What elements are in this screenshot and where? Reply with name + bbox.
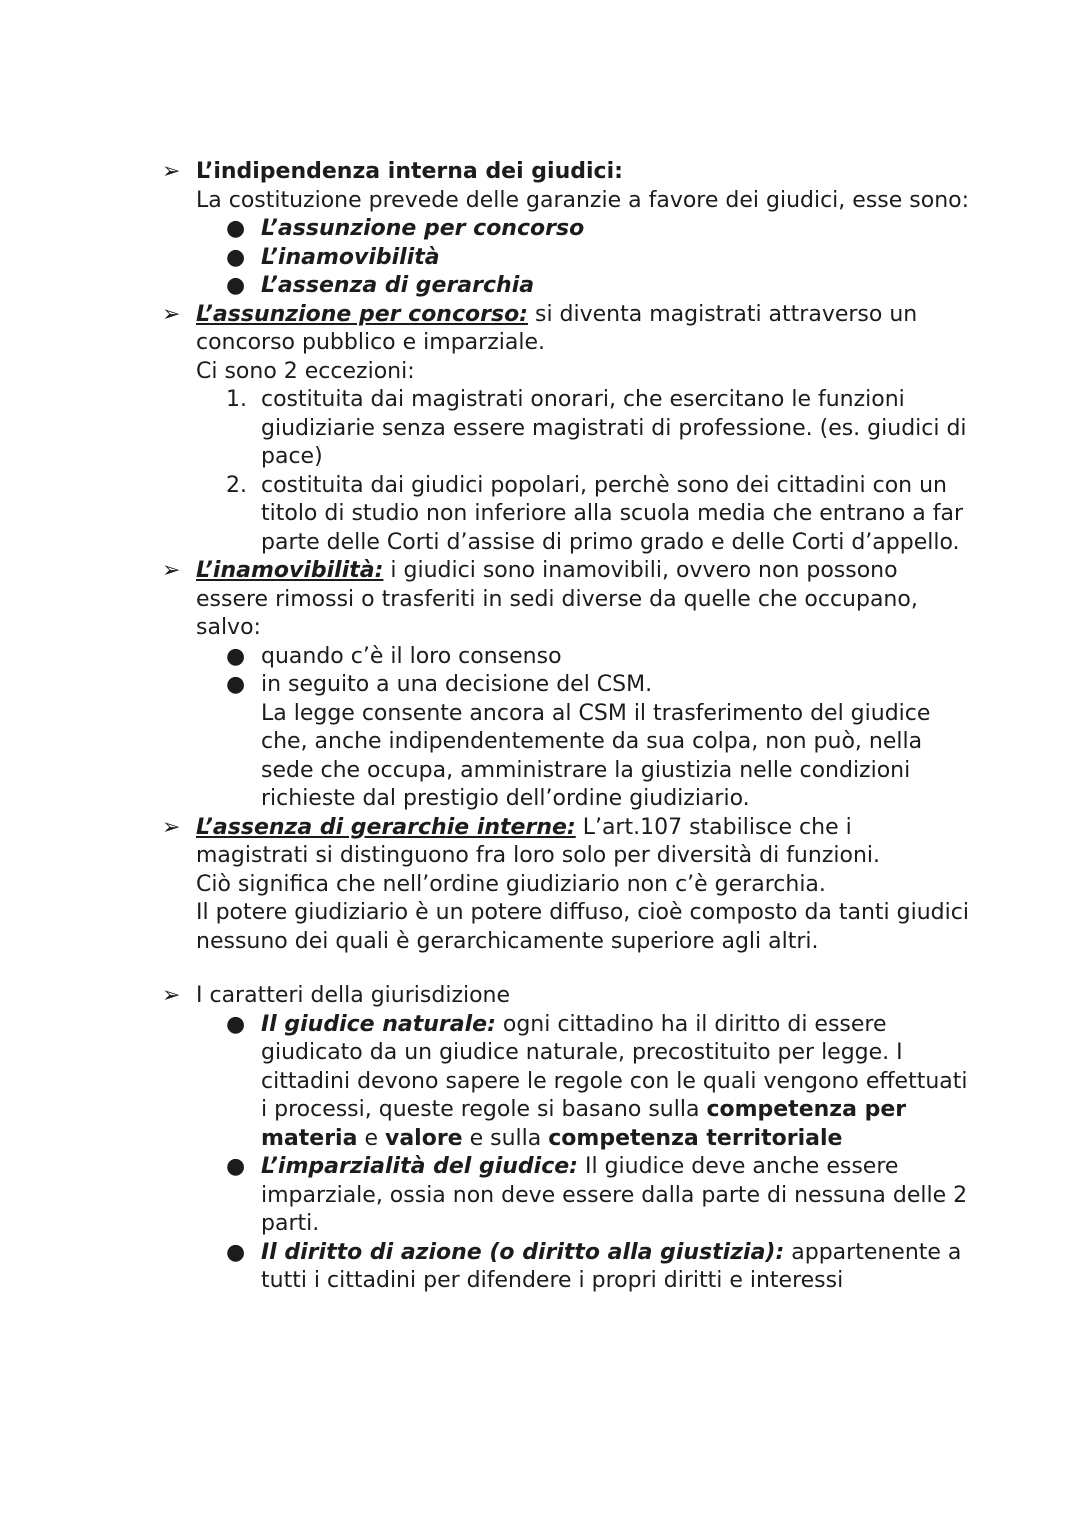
- arrow-bullet-icon: ➢: [162, 558, 181, 583]
- paragraph: La costituzione prevede delle garanzie a favore dei giudici, esse sono:: [196, 187, 970, 213]
- list-item: 1. costituita dai magistrati onorari, che esercitano le funzioni giudiziarie senza essere magistrati di professione. (es. giudici di pace): [226, 387, 967, 469]
- list-item: ● L’assenza di gerarchia: [196, 272, 970, 301]
- arrow-bullet-icon: ➢: [162, 983, 181, 1008]
- paragraph: Il potere giudiziario è un potere diffuso, cioè composto da tanti giudici nessuno dei quali è gerarchicamente superiore agli altri.: [196, 900, 969, 954]
- paragraph: Ci sono 2 eccezioni:: [196, 358, 415, 384]
- paragraph: L’inamovibilità: i giudici sono inamovibili, ovvero non possono essere rimossi o trasferiti in sedi diverse da quelle che occupano, salvo:: [196, 558, 918, 640]
- arrow-bullet-icon: ➢: [162, 814, 181, 840]
- section-title: L’inamovibilità:: [196, 558, 384, 583]
- list-item: ● L’assunzione per concorso: [196, 215, 970, 244]
- list-item: ● in seguito a una decisione del CSM.: [196, 671, 970, 700]
- arrow-bullet-icon: ➢: [162, 159, 181, 184]
- section-title: I caratteri della giurisdizione: [196, 983, 511, 1008]
- section-gerarchie: [0, 814, 1080, 957]
- document-page: [0, 158, 1080, 1296]
- section-inamovibilita: [0, 557, 1080, 814]
- section-assunzione: [0, 301, 1080, 558]
- list-item: ● Il giudice naturale: ogni cittadino ha il diritto di essere giudicato da un giudice naturale, precostituito per legge. I cittadini devono sapere le regole con le quali vengono effettuati i processi, queste regole si basano sulla competenza per materia e valore e sulla competenza territoriale: [226, 1011, 968, 1151]
- bullet-icon: ●: [226, 273, 246, 298]
- bullet-icon: ●: [226, 672, 246, 697]
- list-item: ● L’imparzialità del giudice: Il giudice deve anche essere imparziale, ossia non deve essere dalla parte di nessuna delle 2 parti.: [226, 1154, 968, 1236]
- list-item: ● Il diritto di azione (o diritto alla giustizia): appartenente a tutti i cittadini per difendere i propri diritti e interessi: [226, 1239, 962, 1293]
- spacer: [0, 956, 1080, 982]
- list-item: 2. costituita dai giudici popolari, perchè sono dei cittadini con un titolo di studio non inferiore alla scuola media che entrano a far parte delle Corti d’assise di primo grado e delle Corti d’appello.: [226, 472, 963, 555]
- list-item: ● quando c’è il loro consenso: [196, 643, 970, 672]
- paragraph: L’assenza di gerarchie interne: L’art.107 stabilisce che i magistrati si distinguono fra loro solo per diversità di funzioni.: [196, 814, 880, 868]
- section-title: L’assenza di gerarchie interne:: [196, 814, 576, 840]
- section-title: L’assunzione per concorso:: [196, 301, 528, 327]
- arrow-bullet-icon: ➢: [162, 301, 181, 327]
- bullet-icon: ●: [226, 216, 246, 241]
- section-title: L’indipendenza interna dei giudici:: [196, 159, 623, 184]
- bullet-icon: ●: [226, 244, 246, 270]
- bullet-icon: ●: [226, 1154, 246, 1179]
- section-indipendenza: [0, 158, 1080, 301]
- list-item-note: La legge consente ancora al CSM il trasferimento del giudice che, anche indipendentemente da sua colpa, non può, nella sede che occupa, amministrare la giustizia nelle condizioni richieste dal prestigio dell’ordine giudiziario.: [261, 700, 931, 811]
- bullet-icon: ●: [226, 1239, 246, 1265]
- bullet-icon: ●: [226, 1011, 246, 1037]
- paragraph: L’assunzione per concorso: si diventa magistrati attraverso un concorso pubblico e imparziale.: [196, 301, 918, 355]
- bullet-icon: ●: [226, 643, 246, 669]
- list-item: ● L’inamovibilità: [196, 244, 970, 273]
- paragraph: Ciò significa che nell’ordine giudiziario non c’è gerarchia.: [196, 871, 826, 897]
- section-caratteri: [0, 982, 1080, 1296]
